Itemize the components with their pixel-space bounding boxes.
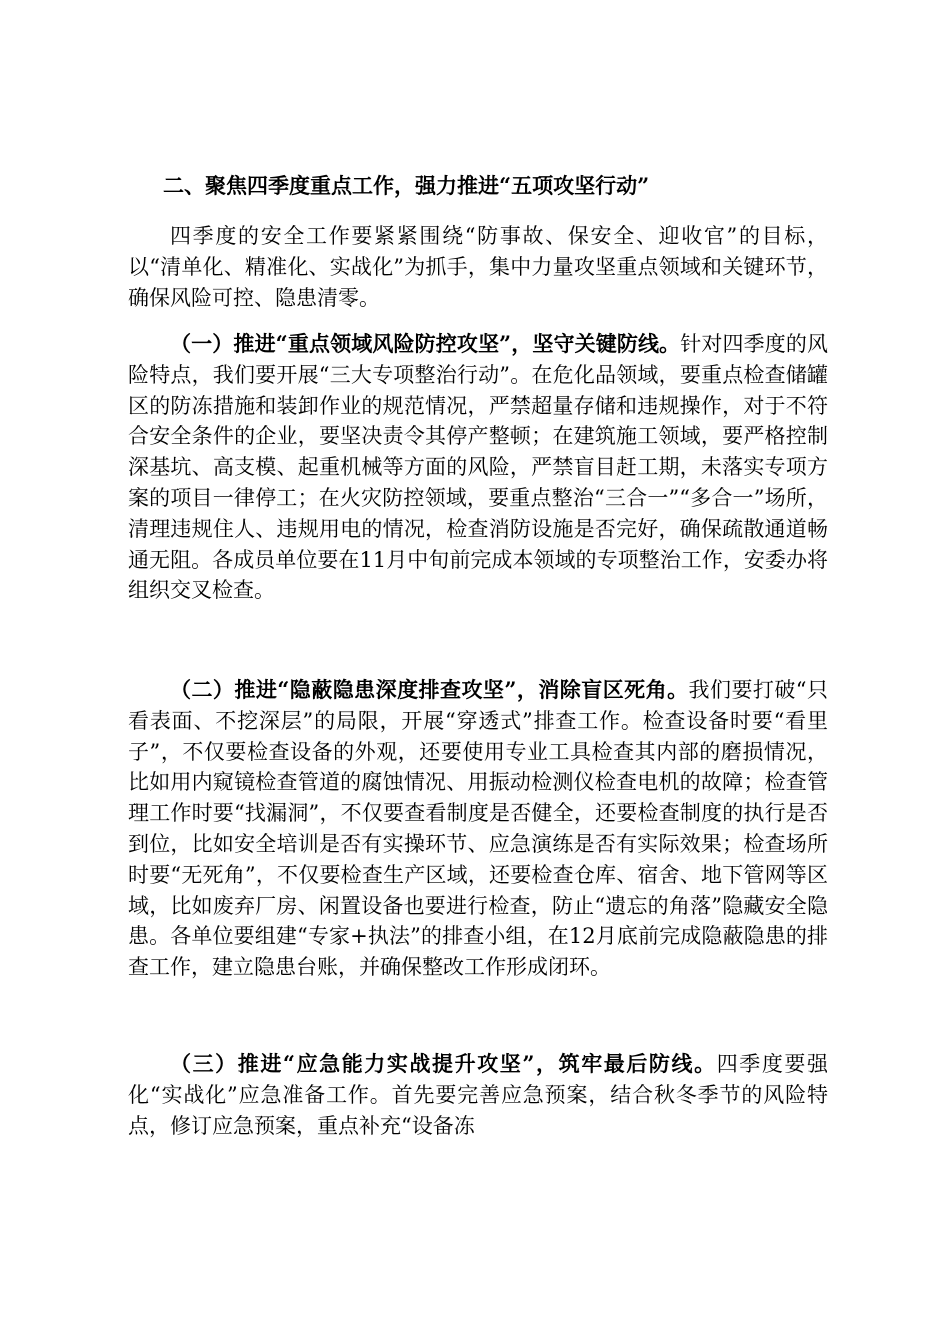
paragraph-lead-3: （三）推进“应急能力实战提升攻坚”，筑牢最后防线。 [170, 1051, 717, 1076]
intro-paragraph: 四季度的安全工作要紧紧围绕“防事故、保安全、迎收官”的目标，以“清单化、精准化、实战化”为抓手，集中力量攻坚重点领域和关键环节，确保风险可控、隐患清零。 [128, 224, 828, 310]
section-heading: 二、聚焦四季度重点工作，强力推进“五项攻坚行动” [163, 173, 650, 198]
paragraph-section-2 [128, 675, 828, 983]
paragraph-section-1 [128, 329, 828, 606]
paragraph-body-3: 四季度要强化“实战化”应急准备工作。首先要完善应急预案，结合秋冬季节的风险特点，修订应急预案，重点补充“设备冻 [128, 1052, 829, 1138]
paragraph-body-1: 针对四季度的风险特点，我们要开展“三大专项整治行动”。在危化品领域，要重点检查储罐区的防冻措施和装卸作业的规范情况，严禁超量存储和违规操作，对于不符合安全条件的企业，要坚决责令其停产整顿；在建筑施工领域，要严格控制深基坑、高支模、起重机械等方面的风险，严禁盲目赶工期，未落实专项方案的项目一律停工；在火灾防控领域，要重点整治“三合一”“多合一”场所，清理违规住人、违规用电的情况，检查消防设施是否完好，确保疏散通道畅通无阻。各成员单位要在11月中旬前完成本领域的专项整治工作，安委办将组织交叉检查。 [128, 332, 829, 603]
paragraph-section-3 [128, 1049, 828, 1141]
paragraph-body-2: 我们要打破“只看表面、不挖深层”的局限，开展“穿透式”排查工作。检查设备时要“看里子”，不仅要检查设备的外观，还要使用专业工具检查其内部的磨损情况，比如用内窥镜检查管道的腐蚀情况、用振动检测仪检查电机的故障；检查管理工作时要“找漏洞”，不仅要查看制度是否健全，还要检查制度的执行是否到位，比如安全培训是否有实操环节、应急演练是否有实际效果；检查场所时要“无死角”，不仅要检查生产区域，还要检查仓库、宿舍、地下管网等区域，比如废弃厂房、闲置设备也要进行检查，防止“遗忘的角落”隐藏安全隐患。各单位要组建“专家+执法”的排查小组，在12月底前完成隐蔽隐患的排查工作，建立隐患台账，并确保整改工作形成闭环。 [128, 678, 828, 980]
paragraph-lead-1: （一）推进“重点领域风险防控攻坚”，坚守关键防线。 [170, 331, 681, 356]
paragraph-lead-2: （二）推进“隐蔽隐患深度排查攻坚”，消除盲区死角。 [170, 677, 689, 702]
